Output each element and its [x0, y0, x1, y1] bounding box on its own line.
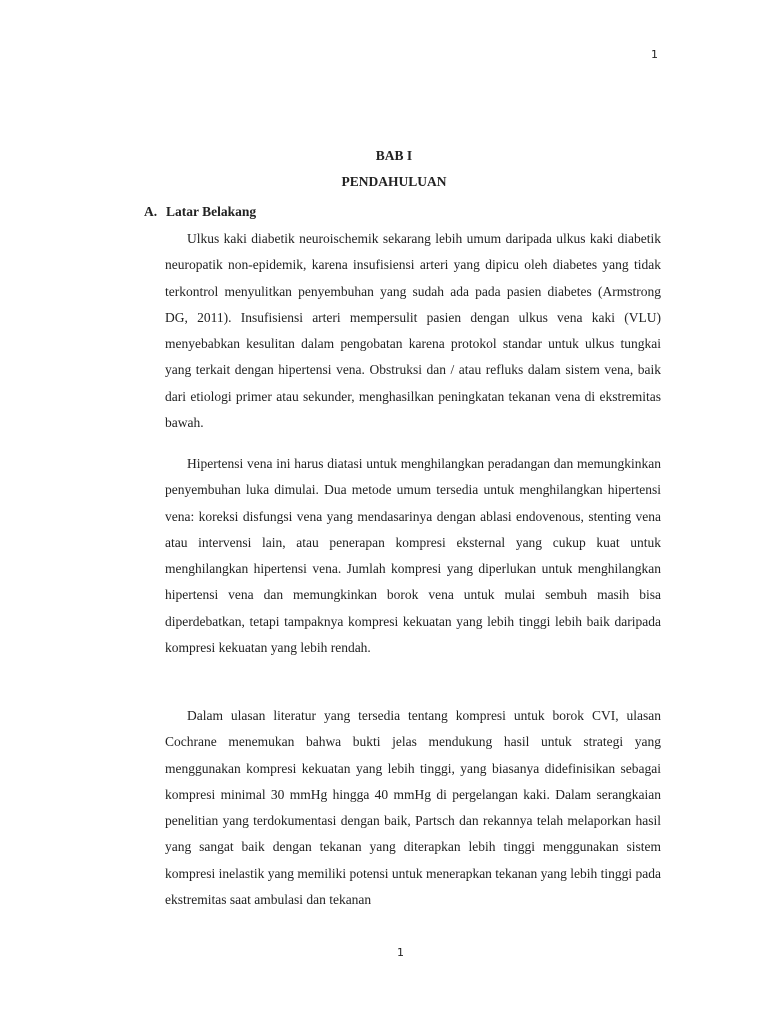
- section-title: Latar Belakang: [166, 204, 257, 219]
- chapter-number: BAB I: [375, 148, 413, 163]
- paragraph-1: Ulkus kaki diabetik neuroischemik sekarang lebih umum daripada ulkus kaki diabetik neuropatik non-epidemik, karena insufisiensi arteri yang dipicu oleh diabetes yang tidak terkontrol menyulitkan penyembuhan yang sudah ada pada pasien diabetes (Armstrong DG, 2011). Insufisiensi arteri mempersulit pasien dengan ulkus vena kaki (VLU) menyebabkan kesulitan dalam pengobatan karena protokol standar untuk ulkus tungkai yang terkait dengan hipertensi vena. Obstruksi dan / atau refluks dalam sistem vena, baik dari etiologi primer atau sekunder, menghasilkan peningkatan tekanan vena di ekstremitas bawah.: [165, 231, 661, 431]
- paragraph-3: Dalam ulasan literatur yang tersedia tentang kompresi untuk borok CVI, ulasan Cochrane menemukan bahwa bukti jelas mendukung hasil untuk strategi yang menggunakan kompresi kekuatan yang lebih tinggi, yang biasanya didefinisikan sebagai kompresi minimal 30 mmHg hingga 40 mmHg di pergelangan kaki. Dalam serangkaian penelitian yang terdokumentasi dengan baik, Partsch dan rekannya telah melaporkan hasil yang sangat baik dengan tekanan yang diterapkan lebih tinggi menggunakan sistem kompresi inelastik yang memiliki potensi untuk menerapkan tekanan yang lebih tinggi pada ekstremitas saat ambulasi dan tekanan: [165, 708, 662, 908]
- page-number-top: 1: [651, 48, 658, 61]
- paragraph-2: Hipertensi vena ini harus diatasi untuk menghilangkan peradangan dan memungkinkan penyembuhan luka dimulai. Dua metode umum tersedia untuk menghilangkan hipertensi vena: koreksi disfungsi vena yang mendasarinya dengan ablasi endovenous, stenting vena atau intervensi lain, atau penerapan kompresi eksternal yang cukup kuat untuk menghilangkan hipertensi vena. Jumlah kompresi yang diperlukan untuk menghilangkan hipertensi vena dan memungkinkan borok vena untuk mulai sembuh masih bisa diperdebatkan, tetapi tampaknya kompresi kekuatan yang lebih tinggi lebih baik daripada kompresi kekuatan yang lebih rendah.: [165, 456, 661, 656]
- page-number-bottom: 1: [397, 946, 404, 959]
- section-marker: A.: [144, 204, 158, 219]
- section-heading: [144, 204, 256, 220]
- chapter-title: PENDAHULUAN: [341, 174, 447, 189]
